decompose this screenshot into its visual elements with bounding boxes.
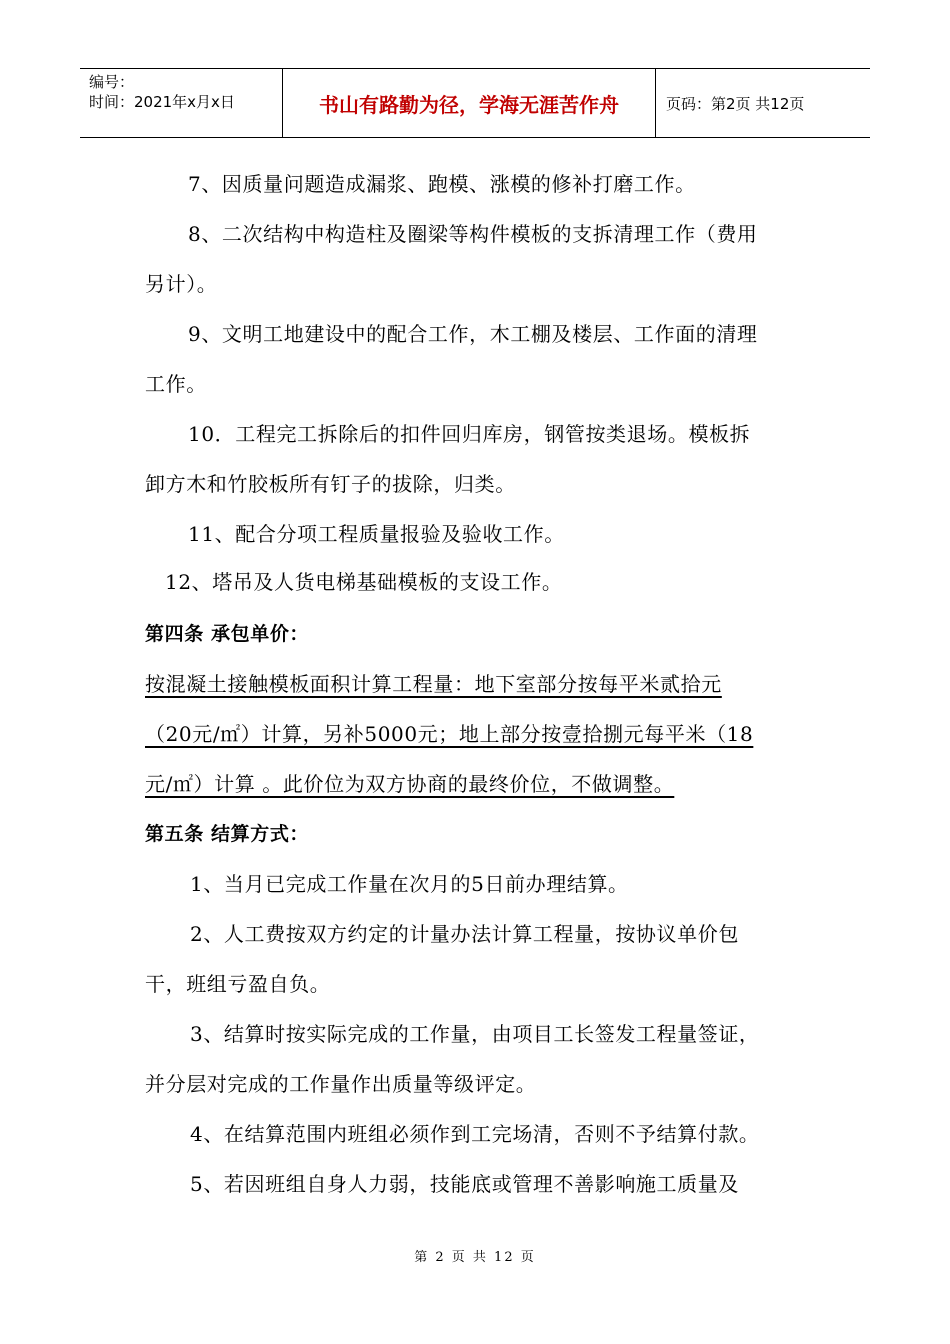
paragraph-line: 9、文明工地建设中的配合工作，木工棚及楼层、工作面的清理 [188,322,758,346]
motto-text: 书山有路勤为径，学海无涯苦作舟 [319,92,619,117]
time-label: 时间：2021年x月x日 [89,93,235,111]
header-motto [282,69,656,137]
document-header [80,68,870,138]
paragraph-line: 并分层对完成的工作量作出质量等级评定。 [145,1072,537,1096]
paragraph-line: 3、结算时按实际完成的工作量，由项目工长签发工程量签证， [190,1022,760,1046]
paragraph-line: 卸方木和竹胶板所有钉子的拔除，归类。 [145,472,516,496]
header-meta [80,69,282,137]
paragraph-line: 5、若因班组自身人力弱，技能底或管理不善影响施工质量及 [190,1172,739,1196]
paragraph-line: 11、配合分项工程质量报验及验收工作。 [188,522,565,546]
price-line: （20元/㎡）计算，另补5000元；地上部分按壹拾捌元每平米（18 [145,722,754,746]
price-line: 按混凝土接触模板面积计算工程量：地下室部分按每平米贰拾元 [145,672,722,696]
paragraph-line: 另计）。 [145,272,218,296]
price-line: 元/㎡）计算 。此价位为双方协商的最终价位，不做调整。 [145,772,675,796]
page-footer: 第 2 页 共 12 页 [414,1250,536,1265]
paragraph-line: 10．工程完工拆除后的扣件回归库房，钢管按类退场。模板拆 [188,422,751,446]
paragraph-line: 工作。 [145,372,207,396]
section-heading-article-4: 第四条 承包单价： [145,623,310,645]
page-info-text: 页码：第2页 共12页 [666,94,805,113]
header-page-info [656,69,870,137]
paragraph-line: 8、二次结构中构造柱及圈梁等构件模板的支拆清理工作（费用 [188,222,758,246]
paragraph-line: 1、当月已完成工作量在次月的5日前办理结算。 [190,872,629,896]
number-label: 编号： [89,73,135,91]
paragraph-line: 7、因质量问题造成漏浆、跑模、涨模的修补打磨工作。 [188,172,696,196]
paragraph-line: 4、在结算范围内班组必须作到工完场清，否则不予结算付款。 [190,1122,760,1146]
section-heading-article-5: 第五条 结算方式： [145,823,310,845]
paragraph-line: 干，班组亏盈自负。 [145,972,331,996]
paragraph-line: 12、塔吊及人货电梯基础模板的支设工作。 [165,570,563,594]
paragraph-line: 2、人工费按双方约定的计量办法计算工程量，按协议单价包 [190,922,739,946]
